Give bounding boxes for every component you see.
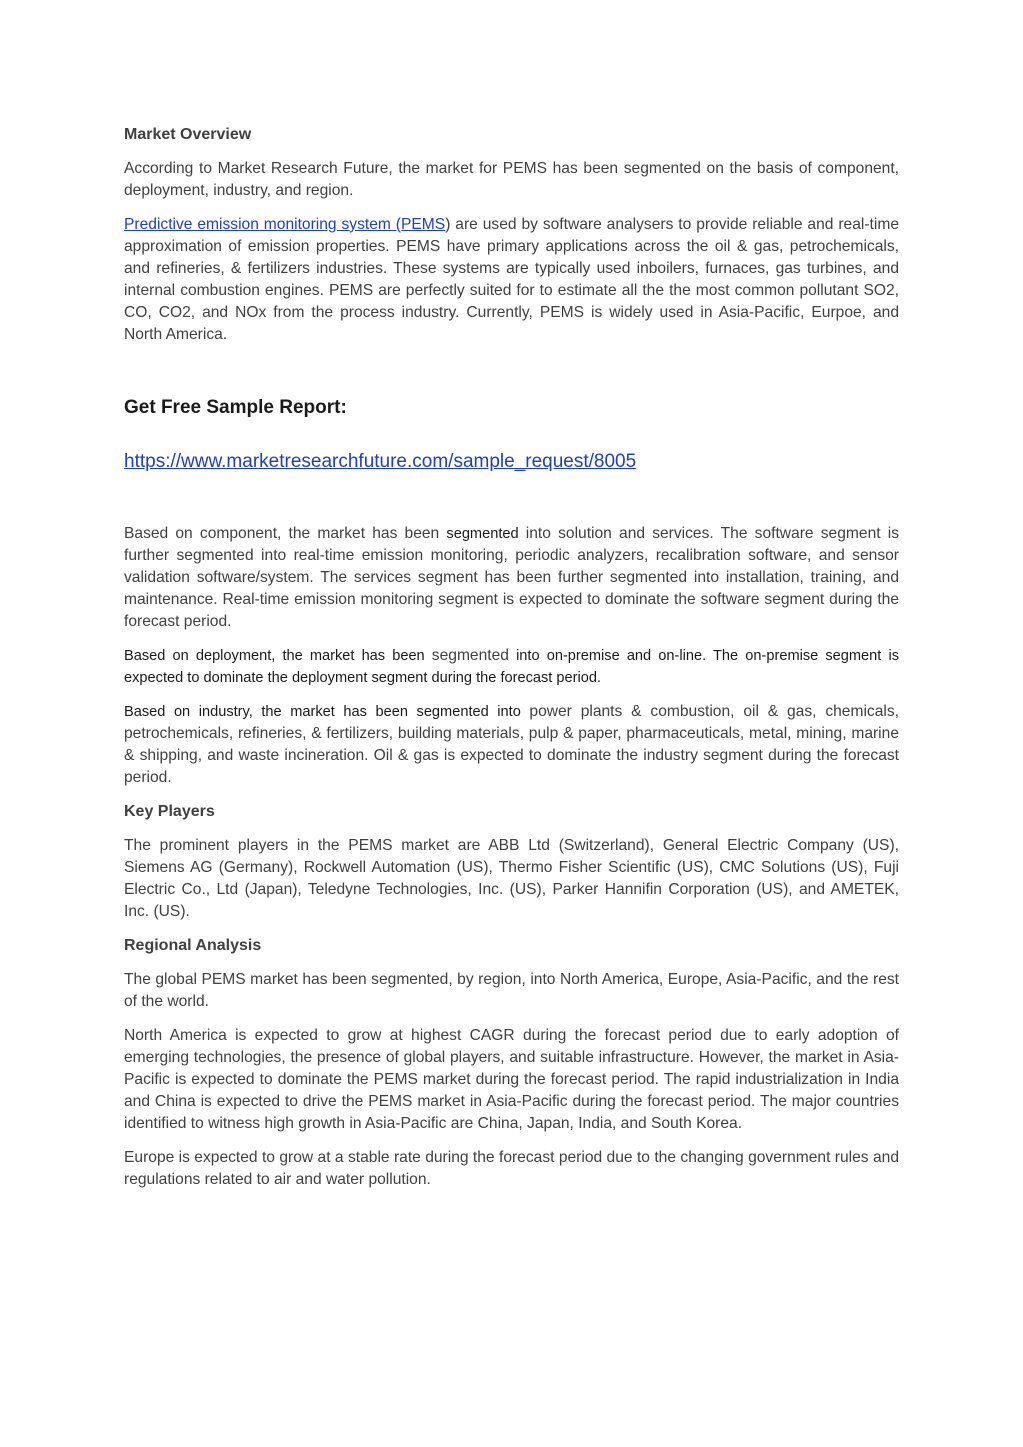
deployment-text-c: into on-premise and on-line. The on-premise segment is expected to dominate the deployment segment during the forecast period. xyxy=(124,648,899,686)
deployment-text-b: segmented xyxy=(431,647,509,664)
key-players-paragraph: The prominent players in the PEMS market are ABB Ltd (Switzerland), General Electric Company (US), Siemens AG (Germany), Rockwell Automation (US), Thermo Fisher Scientific (US), CMC Solutions (US), Fuji Electric Co., Ltd (Japan), Teledyne Technologies, Inc. (US), Parker Hannifin Corporation (US), and AMETEK, Inc. (US). xyxy=(124,837,899,920)
pems-description-text: ) are used by software analysers to provide reliable and real-time approximation of emission properties. PEMS have primary applications across the oil & gas, petrochemicals, and refineries, & fertilizers industries. These systems are typically used inboilers, furnaces, gas turbines, and internal combustion engines. PEMS are perfectly suited for to estimate all the the most common pollutant SO2, CO, CO2, and NOx from the process industry. Currently, PEMS is widely used in Asia-Pacific, Eurpoe, and North America. xyxy=(124,216,899,343)
regional-paragraph-2: North America is expected to grow at highest CAGR during the forecast period due to early adoption of emerging technologies, the presence of global players, and suitable infrastructure. However, the market in Asia-Pacific is expected to dominate the PEMS market during the forecast period. The rapid industrialization in India and China is expected to drive the PEMS market in Asia-Pacific during the forecast period. The major countries identified to witness high growth in Asia-Pacific are China, Japan, India, and South Korea. xyxy=(124,1027,899,1132)
deployment-segment-paragraph xyxy=(124,645,899,689)
key-players-heading: Key Players xyxy=(124,803,215,820)
deployment-text-a: Based on deployment, the market has been xyxy=(124,648,432,664)
sample-report-title: Get Free Sample Report: xyxy=(124,397,347,418)
spacer xyxy=(124,475,899,523)
component-segment-paragraph xyxy=(124,523,899,633)
component-text-a: Based on component, the market has been xyxy=(124,525,447,542)
pems-description-paragraph xyxy=(124,214,899,346)
industry-text-a: Based on industry, the market has been segmented into xyxy=(124,704,530,720)
regional-paragraph-1: The global PEMS market has been segmented, by region, into North America, Europe, Asia-Pacific, and the rest of the world. xyxy=(124,971,899,1010)
document-page xyxy=(124,124,899,1203)
market-overview-heading: Market Overview xyxy=(124,126,252,143)
market-overview-paragraph: According to Market Research Future, the market for PEMS has been segmented on the basis of component, deployment, industry, and region. xyxy=(124,160,899,199)
sample-report-url-line xyxy=(124,449,899,475)
industry-text-b: power plants & combustion, oil & gas, chemicals, petrochemicals, refineries, & fertilizers, building materials, pulp & paper, pharmaceuticals, metal, mining, marine & shipping, and waste incineration. Oil & gas is expected to dominate the industry segment during the forecast period. xyxy=(124,703,899,786)
regional-analysis-heading: Regional Analysis xyxy=(124,937,262,954)
component-text-b: segmented xyxy=(446,526,519,542)
pems-definition-link[interactable]: Predictive emission monitoring system (PEMS xyxy=(124,216,446,233)
component-text-c: into solution and services. The software segment is further segmented into real-time emission monitoring, periodic analyzers, recalibration software, and sensor validation software/system. The services segment has been further segmented into installation, training, and maintenance. Real-time emission monitoring segment is expected to dominate the software segment during the forecast period. xyxy=(124,525,899,630)
sample-report-link[interactable]: https://www.marketresearchfuture.com/sample_request/8005 xyxy=(124,451,637,472)
industry-segment-paragraph xyxy=(124,701,899,789)
regional-paragraph-3: Europe is expected to grow at a stable rate during the forecast period due to the changing government rules and regulations related to air and water pollution. xyxy=(124,1149,899,1188)
